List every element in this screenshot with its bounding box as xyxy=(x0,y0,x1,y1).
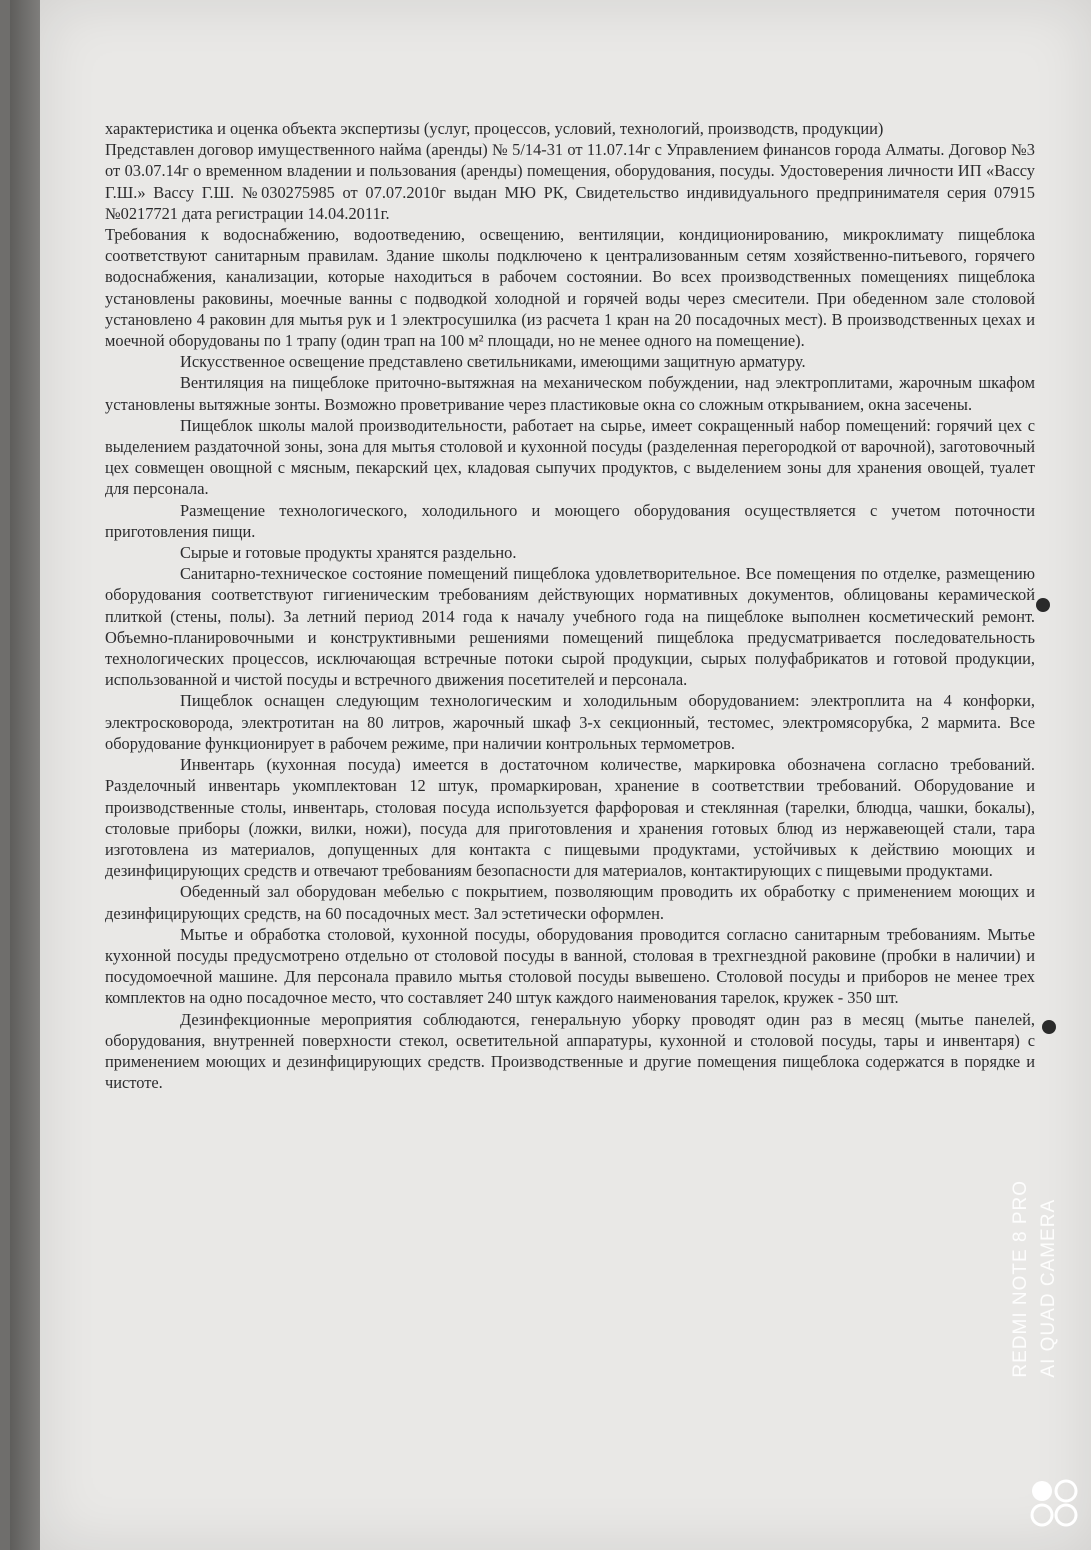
paragraph: Инвентарь (кухонная посуда) имеется в достаточном количестве, маркировка обозначена согласно требований. Разделочный инвентарь укомплектован 12 штук, промаркирован, хранение в соответствии требований. Оборудование и производственные столы, инвентарь, столовая посуда используется фарфоровая и стеклянная (тарелки, блюдца, чашки, бокалы), столовые приборы (ложки, вилки, ножи), посуда для приготовления и хранения готовых блюд из нержавеющей стали, тара изготовлена из материалов, допущенных для контакта с пищевыми продуктами, устойчивых к действию моющих и дезинфицирующих средств и отвечают требованиям безопасности для материалов, контактирующих с пищевыми продуктами. xyxy=(105,755,1035,881)
paragraph: Пищеблок школы малой производительности, работает на сырье, имеет сокращенный набор помещений: горячий цех с выделением раздаточной зоны, зона для мытья столовой и кухонной посуды (разделенная перегородкой от варочной), заготовочный цех совмещен овощной с мясным, пекарский цех, кладовая сыпучих продуктов, с выделением зоны для хранения овощей, туалет для персонала. xyxy=(105,415,1035,499)
watermark-text xyxy=(1007,1180,1063,1378)
paragraph: Мытье и обработка столовой, кухонной посуды, оборудования проводится согласно санитарным требованиям. Мытье кухонной посуды предусмотрено отдельно от столовой посуды в ванной, столовая в трехгнездной раковине (пробки в наличии) и посудомоечной машине. Для персонала правило мытья столовой посуды вывешено. Столовой посуды и приборов не менее трех комплектов на одно посадочное место, что составляет 240 штук каждого наименования тарелок, кружек - 350 шт. xyxy=(105,924,1035,1008)
paragraph: Представлен договор имущественного найма (аренды) № 5/14-31 от 11.07.14г с Управлением финансов города Алматы. Договор №3 от 03.07.14г о временном владении и пользования (аренды) помещения, оборудования, посуды. Удостоверения личности ИП «Вассу Г.Ш.» Вассу Г.Ш. №030275985 от 07.07.2010г выдан МЮ РК, Свидетельство индивидуального предпринимателя серия 07915 №0217721 дата регистрации 14.04.2011г. xyxy=(105,140,1035,223)
paragraph: Пищеблок оснащен следующим технологическим и холодильным оборудованием: электроплита на 4 конфорки, электросковорода, электротитан на 80 литров, жарочный шкаф 3-х секционный, тестомес, электромясорубка, 2 мармита. Все оборудование функционирует в рабочем режиме, при наличии контрольных термометров. xyxy=(105,691,1035,753)
document-body xyxy=(105,118,1035,1093)
paragraph: Санитарно-техническое состояние помещений пищеблока удовлетворительное. Все помещения по отделке, размещению оборудования соответствуют гигиеническим требованиям действующих нормативных документов, облицованы керамической плиткой (стены, полы). За летний период 2014 года к началу учебного года на пищеблоке выполнен косметический ремонт. Объемно-планировочными и конструктивными решениями помещений пищеблока предусматривается последовательность технологических процессов, исключающая встречные потоки сырой продукции, сырых полуфабрикатов и готовой продукции, использованной и чистой посуды и встречного движения посетителей и персонала. xyxy=(105,564,1035,690)
paragraph: Искусственное освещение представлено светильниками, имеющими защитную арматуру. xyxy=(180,352,806,372)
camera-watermark xyxy=(1007,1180,1085,1540)
paragraph: Дезинфекционные мероприятия соблюдаются, генеральную уборку проводят один раз в месяц (мытье панелей, оборудования, внутренней поверхности стекол, осветительной аппаратуры, кухонной и столовой посуды, тары и инвентаря) с применением моющих и дезинфицирующих средств. Производственные и другие помещения пищеблока содержатся в порядке и чистоте. xyxy=(105,1009,1035,1093)
watermark-line-1: REDMI NOTE 8 PRO xyxy=(1010,1180,1031,1378)
paragraph: Размещение технологического, холодильного и моющего оборудования осуществляется с учетом поточности приготовления пищи. xyxy=(105,500,1035,541)
paragraph: характеристика и оценка объекта экспертизы (услуг, процессов, условий, технологий, производств, продукции) xyxy=(105,119,884,138)
binder-hole-mark xyxy=(1042,1020,1056,1034)
binder-hole-mark xyxy=(1036,598,1050,612)
paragraph: Требования к водоснабжению, водоотведению, освещению, вентиляции, кондиционированию, микроклимату пищеблока соответствуют санитарным правилам. Здание школы подключено к централизованным сетям хозяйственно-питьевого, горячего водоснабжения, канализации, которые находиться в рабочем состоянии. Во всех производственных помещениях пищеблока установлены раковины, моечные ванны с подводкой холодной и горячей воды через смесители. При обеденном зале столовой установлено 4 раковин для мытья рук и 1 электросушилка (из расчета 1 кран на 20 посадочных мест). В производственных цехах и моечной оборудованы по 1 трапу (один трап на 100 м² площади, но не менее одного на помещение). xyxy=(105,225,1035,351)
watermark-line-2: AI QUAD CAMERA xyxy=(1038,1198,1059,1378)
paragraph: Сырые и готовые продукты хранятся раздельно. xyxy=(180,543,517,563)
camera-logo-icon xyxy=(1027,1476,1081,1530)
paragraph: Вентиляция на пищеблоке приточно-вытяжная на механическом побуждении, над электроплитами, жарочным шкафом установлены вытяжные зонты. Возможно проветривание через пластиковые окна со сложным открыванием, окна засечены. xyxy=(105,373,1035,414)
paragraph: Обеденный зал оборудован мебелью с покрытием, позволяющим проводить их обработку с применением моющих и дезинфицирующих средств, на 60 посадочных мест. Зал эстетически оформлен. xyxy=(105,882,1035,923)
